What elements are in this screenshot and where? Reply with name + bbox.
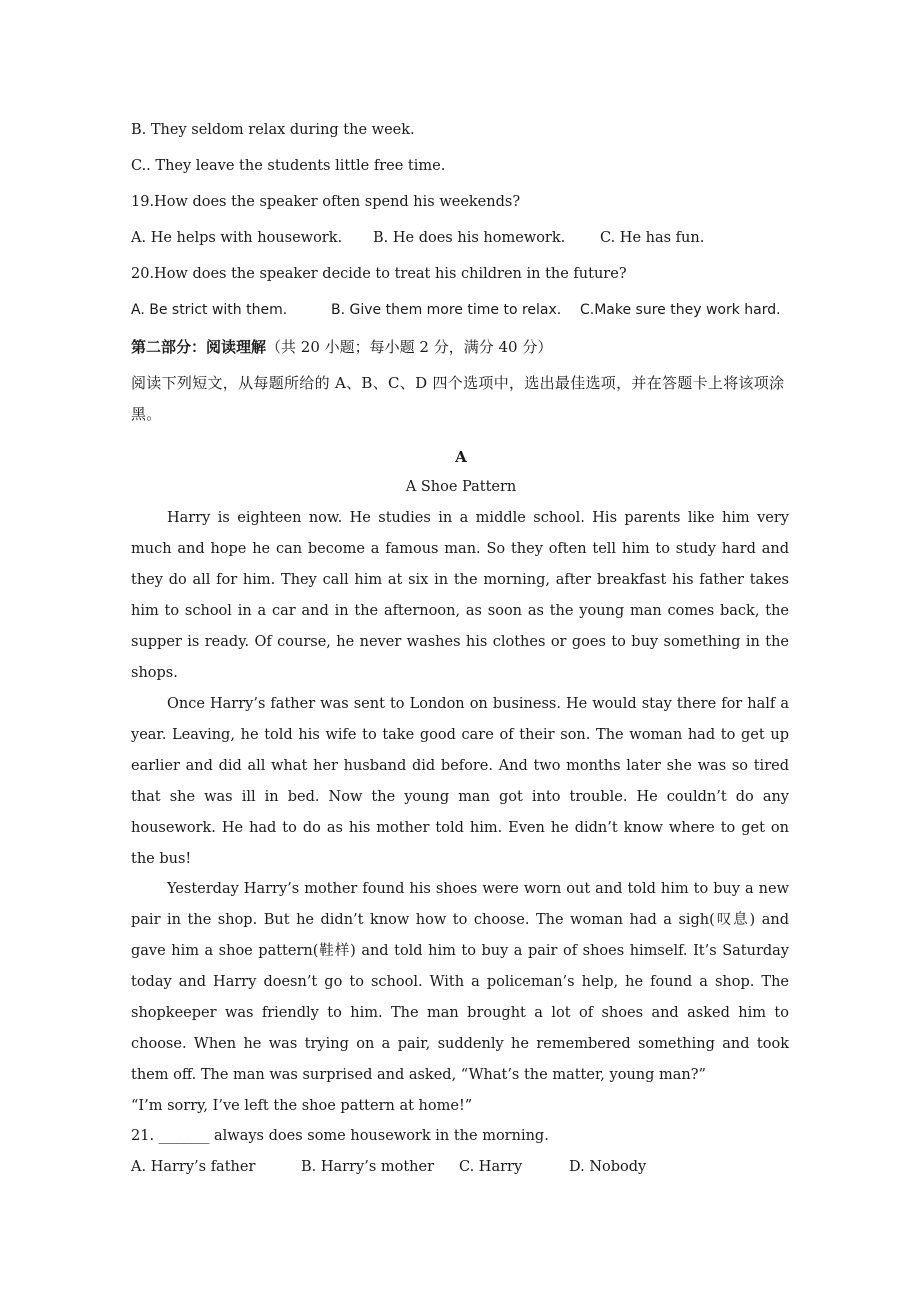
section-title-rest: （共 20 小题；每小题 2 分，满分 40 分） (266, 338, 553, 356)
section-instruction: 阅读下列短文，从每题所给的 A、B、C、D 四个选项中，选出最佳选项，并在答题卡上将该项涂黑。 (131, 374, 785, 423)
section-title-bold: 第二部分：阅读理解 (131, 338, 267, 356)
q20-option-a: A. Be strict with them. (131, 302, 288, 318)
q18-option-b: B. They seldom relax during the week. (131, 122, 415, 138)
passage-paragraph-3: Yesterday Harry’s mother found his shoes were worn out and told him to buy a new pair in the shop. But he didn’t know how to choose. The woman had a sigh(叹息) and gave him a shoe pattern(鞋样) and told him to buy a pair of shoes himself. It’s Saturday today and Harry doesn’t go to school. With a policeman’s help, he found a shop. The shopkeeper was friendly to him. The man brought a lot of shoes and asked him to choose. When he was trying on a pair, suddenly he remembered something and took them off. The man was surprised and asked, “What’s the matter, young man?” (131, 881, 789, 1083)
passage-paragraph-1: Harry is eighteen now. He studies in a middle school. His parents like him very much and hope he can become a famous man. So they often tell him to study hard and they do all for him. They call him at six in the morning, after breakfast his father takes him to school in a car and in the afternoon, as soon as the young man comes back, the supper is ready. Of course, he never washes his clothes or goes to buy something in the shops. (131, 510, 789, 681)
q21-option-b: B. Harry’s mother (301, 1159, 435, 1175)
section-title (131, 337, 791, 357)
q19-option-b: B. He does his homework. (373, 230, 566, 246)
q20-stem: 20.How does the speaker decide to treat his children in the future? (131, 266, 627, 282)
q21-option-d: D. Nobody (569, 1159, 647, 1175)
passage-title: A Shoe Pattern (405, 479, 517, 495)
passage-paragraph-4: “I’m sorry, I’ve left the shoe pattern at home!” (131, 1098, 473, 1114)
q19-options (131, 228, 791, 248)
q21-options (131, 1157, 791, 1177)
q18-option-c: C.. They leave the students little free time. (131, 158, 446, 174)
q21-stem: 21. _______ always does some housework in the morning. (131, 1128, 549, 1144)
passage-paragraph-2: Once Harry’s father was sent to London on business. He would stay there for half a year. Leaving, he told his wife to take good care of their son. The woman had to get up earlier and did all what her husband did before. And two months later she was so tired that she was ill in bed. Now the young man got into trouble. He couldn’t do any housework. He had to do as his mother told him. Even he didn’t know where to get on the bus! (131, 696, 789, 867)
q20-option-b: B. Give them more time to relax. (331, 302, 562, 318)
q19-option-a: A. He helps with housework. (131, 230, 343, 246)
q21-option-c: C. Harry (459, 1159, 523, 1175)
q20-options (131, 300, 791, 320)
q19-option-c: C. He has fun. (600, 230, 705, 246)
q20-option-c: C.Make sure they work hard. (580, 302, 781, 318)
passage-label: A (455, 448, 467, 466)
q19-stem: 19.How does the speaker often spend his weekends? (131, 194, 521, 210)
q21-option-a: A. Harry’s father (131, 1159, 256, 1175)
